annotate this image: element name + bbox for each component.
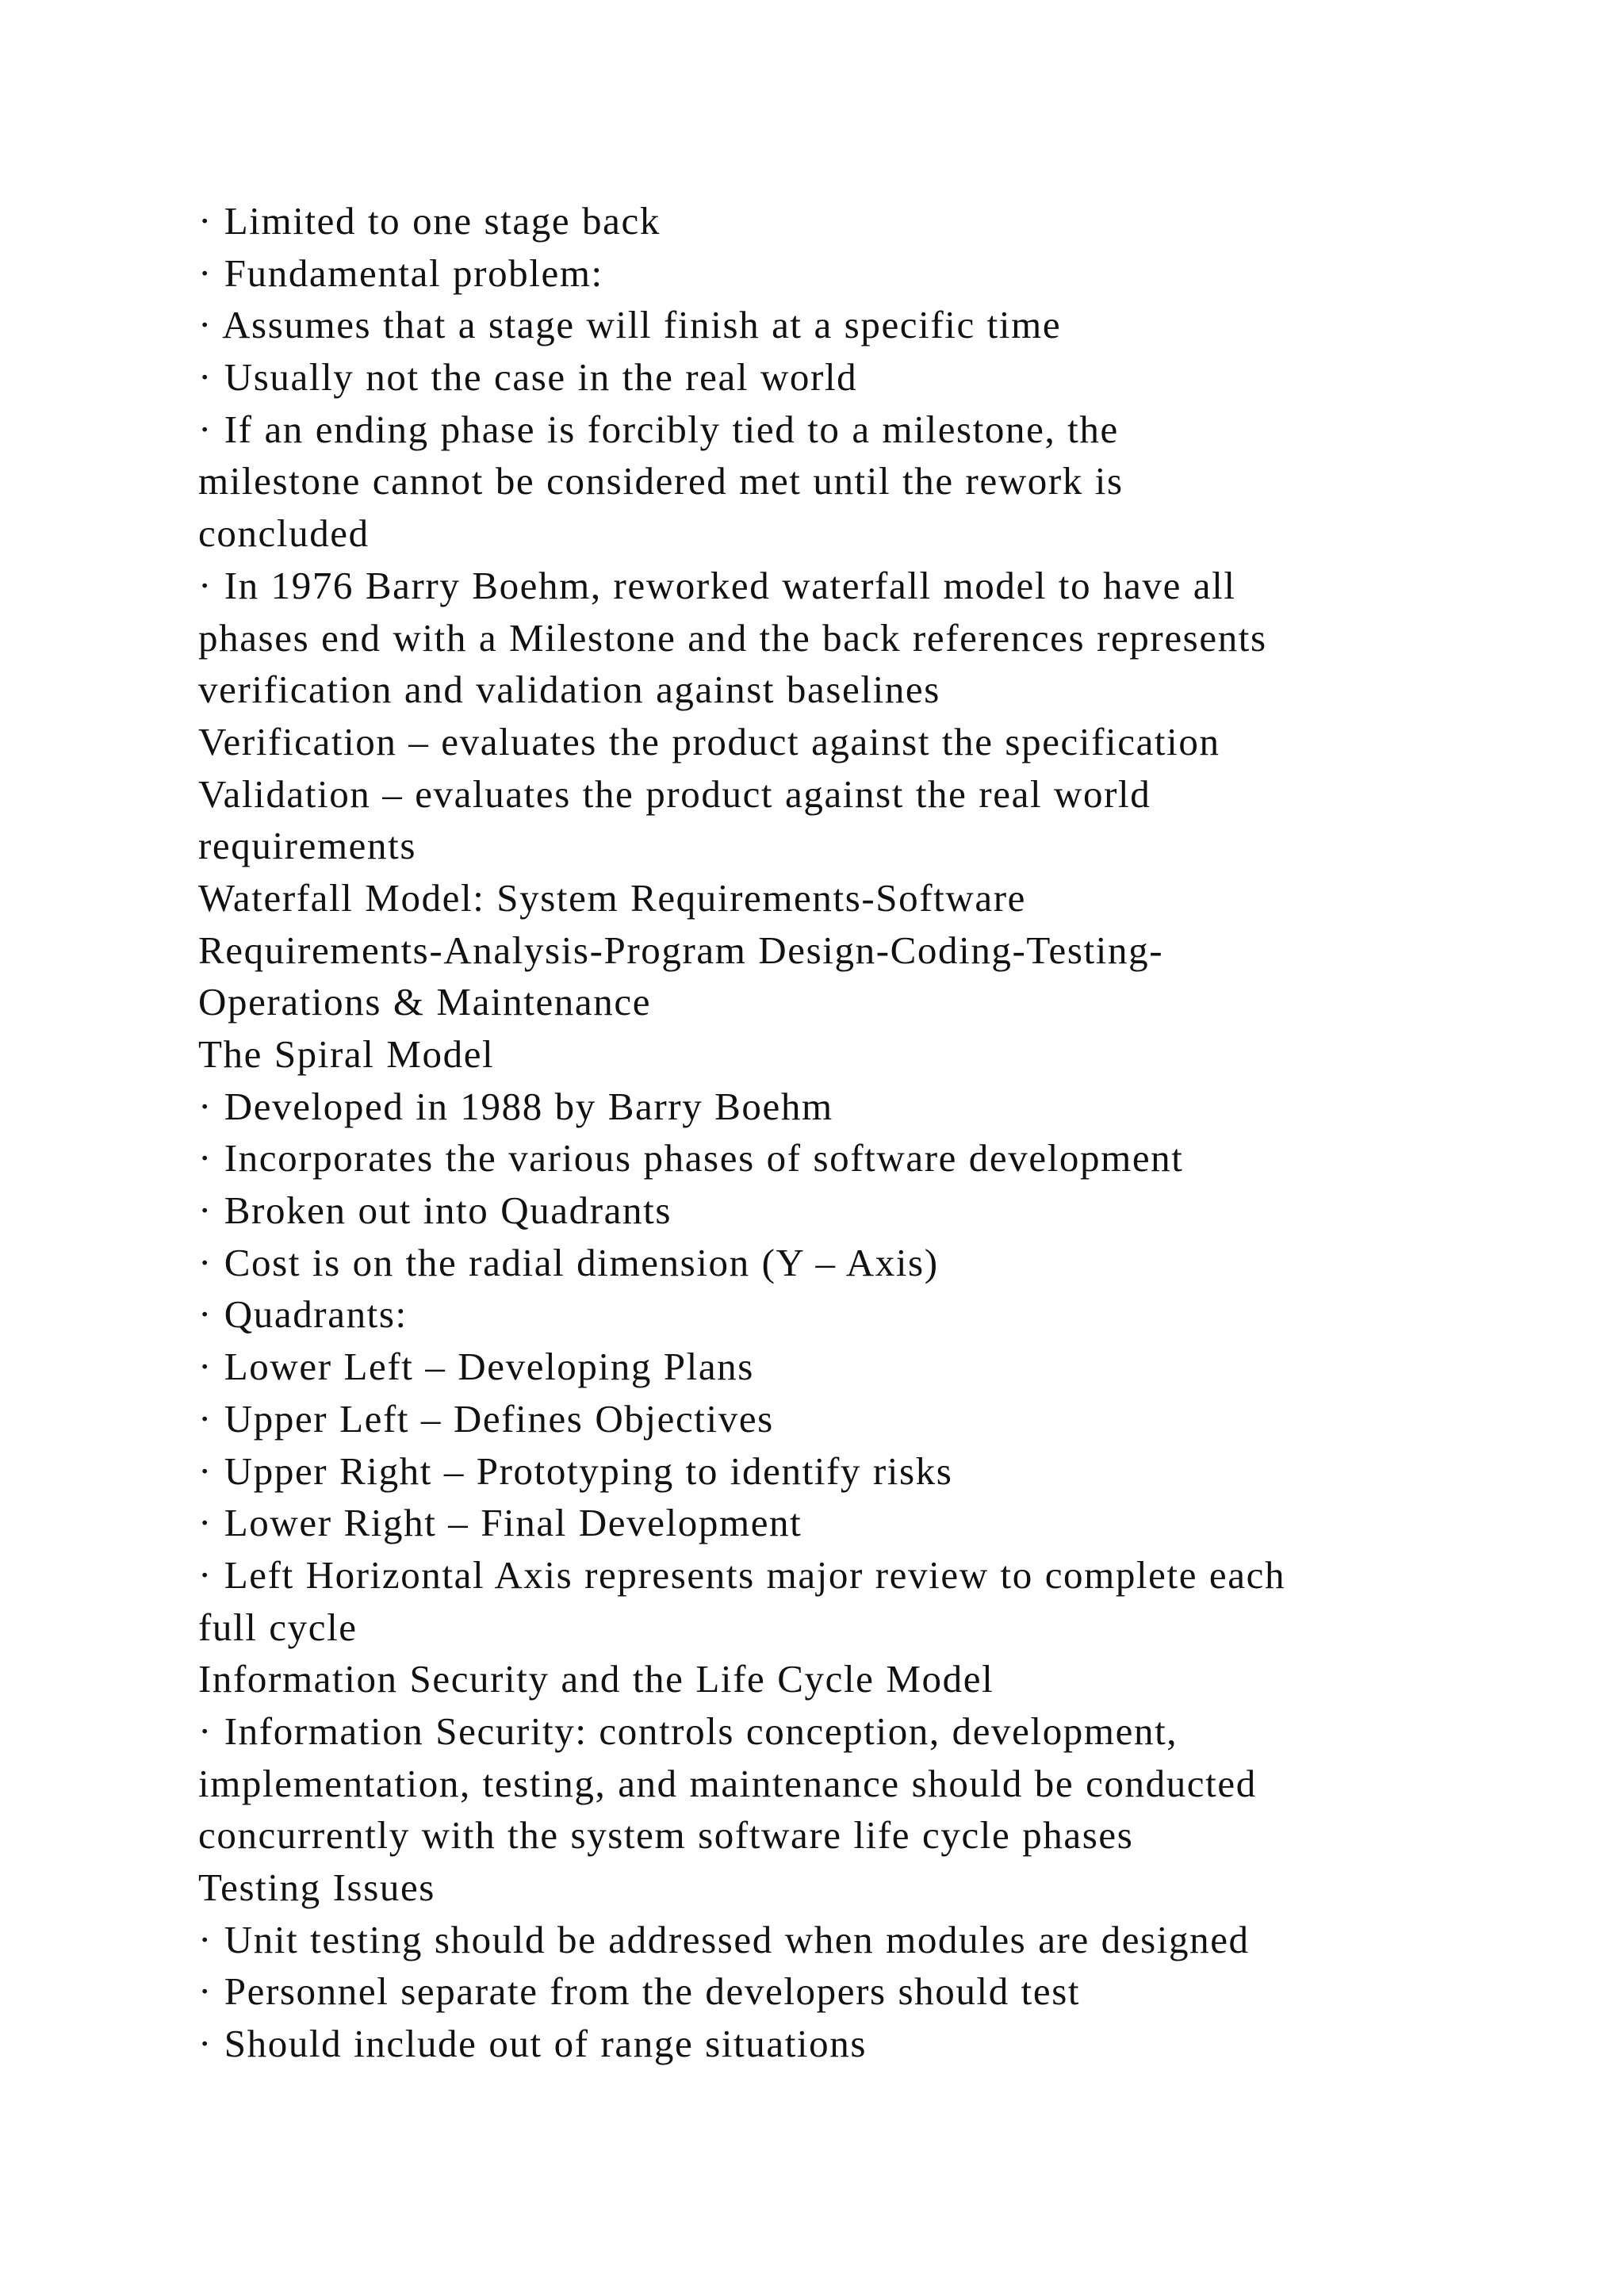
text-line: implementation, testing, and maintenance should be conducted [198,1761,1257,1805]
text-line: Operations & Maintenance [198,980,652,1024]
text-line: Waterfall Model: System Requirements-Software [198,875,1026,920]
text-line: · Limited to one stage back [198,199,661,243]
section-heading: Information Security and the Life Cycle Model [198,1657,994,1701]
text-line: concurrently with the system software life cycle phases [198,1813,1134,1858]
text-line: requirements [198,824,416,868]
text-line: · Left Horizontal Axis represents major review to complete each [198,1552,1286,1597]
text-line: · Personnel separate from the developers should test [198,1969,1081,2014]
text-line: · Broken out into Quadrants [198,1188,672,1233]
section-heading: Testing Issues [198,1866,435,1909]
text-line: · Should include out of range situations [198,2022,867,2066]
text-line: · If an ending phase is forcibly tied to a milestone, the [198,407,1119,451]
text-line: · Usually not the case in the real world [198,355,858,400]
text-line: · Incorporates the various phases of software development [198,1136,1184,1181]
text-line: Verification – evaluates the product against the specification [198,719,1220,763]
text-line: · Lower Right – Final Development [198,1501,802,1545]
text-line: · Unit testing should be addressed when modules are designed [198,1917,1250,1961]
text-line: · Cost is on the radial dimension (Y – Axis) [198,1240,939,1284]
text-line: concluded [198,511,370,556]
text-line: · In 1976 Barry Boehm, reworked waterfall model to have all [198,563,1236,607]
text-line: phases end with a Milestone and the back references represents [198,615,1267,660]
text-line: · Upper Left – Defines Objectives [198,1396,774,1441]
text-line: Requirements-Analysis-Program Design-Coding-Testing- [198,928,1164,972]
section-heading: The Spiral Model [198,1032,495,1076]
text-line: full cycle [198,1605,358,1649]
text-line: Validation – evaluates the product against the real world [198,771,1151,816]
document-body [198,195,1499,2070]
text-line: · Developed in 1988 by Barry Boehm [198,1084,833,1128]
text-line: verification and validation against baselines [198,668,940,712]
text-line: milestone cannot be considered met until the rework is [198,459,1124,503]
text-line: · Fundamental problem: [198,251,603,295]
text-line: · Quadrants: [198,1292,408,1337]
text-line: · Lower Left – Developing Plans [198,1345,754,1389]
text-line: · Information Security: controls conception, development, [198,1709,1178,1753]
text-line: · Upper Right – Prototyping to identify risks [198,1448,953,1493]
text-line: · Assumes that a stage will finish at a specific time [198,303,1062,347]
